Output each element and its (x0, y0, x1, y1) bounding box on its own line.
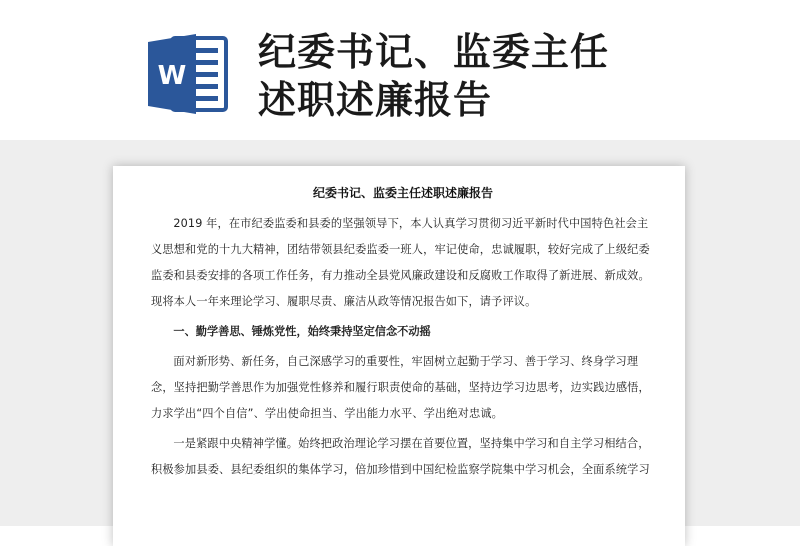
banner (0, 0, 800, 140)
banner-title-line1: 纪委书记、监委主任 (258, 30, 610, 74)
paragraph-intro: 2019 年，在市纪委监委和县委的坚强领导下，本人认真学习贯彻习近平新时代中国特色社会主义思想和党的十九大精神，团结带领县纪委监委一班人，牢记使命，忠诚履职，较好完成了上级纪委监委和县委安排的各项工作任务，有力推动全县党风廉政建设和反腐败工作取得了新进展、新成效。现将本人一年来理论学习、履职尽责、廉洁从政等情况报告如下，请予评议。 (151, 217, 650, 308)
word-document-icon (146, 32, 228, 116)
word-icon-letter: W (157, 61, 187, 91)
document-page (113, 166, 685, 546)
document-title: 纪委书记、监委主任述职述廉报告 (312, 186, 493, 200)
paragraph-section1-point1: 一是紧跟中央精神学懂。始终把政治理论学习摆在首要位置，坚持集中学习和自主学习相结合，积极参加县委、县纪委组织的集体学习，倍加珍惜到中国纪检监察学院集中学习机会，全面系统学习 (151, 437, 650, 476)
section-heading-1: 一、勤学善思、锤炼党性，始终秉持坚定信念不动摇 (173, 325, 431, 338)
banner-title (258, 28, 609, 124)
page-content (151, 184, 655, 483)
paragraph-section1-body: 面对新形势、新任务，自己深感学习的重要性，牢固树立起勤于学习、善于学习、终身学习理念，坚持把勤学善思作为加强党性修养和履行职责使命的基础，坚持边学习边思考，边实践边感悟，力求学出“四个自信”、学出使命担当、学出能力水平、学出绝对忠诚。 (151, 355, 650, 420)
banner-title-line2: 述职述廉报告 (258, 78, 493, 122)
